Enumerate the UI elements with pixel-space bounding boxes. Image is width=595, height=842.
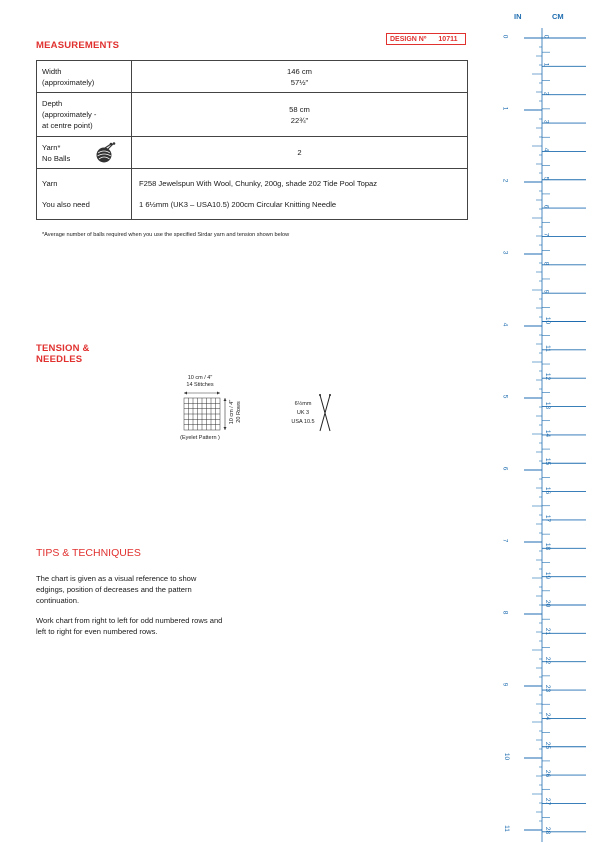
also-need-value: 1 6½mm (UK3 – USA10.5) 200cm Circular Knitting Needle (139, 200, 337, 209)
design-number-box (386, 33, 466, 45)
ruler-cm-number: 27 (544, 798, 552, 806)
ruler-inch-label: IN (514, 12, 522, 21)
tips-paragraph: Work chart from right to left for odd numbered rows and left to right for even numbered rows. (36, 616, 223, 636)
yarn-info-labels (37, 169, 132, 220)
design-label: DESIGN Nº (390, 36, 427, 43)
design-number: 10711 (438, 36, 458, 43)
ruler-cm-number: 12 (544, 373, 552, 381)
gauge-top-line: 14 Stitches (186, 382, 214, 388)
ruler-inch-number: 7 (501, 538, 509, 543)
needle-size-line: USA 10.5 (291, 419, 315, 425)
ruler-cm-number: 19 (544, 571, 552, 579)
ruler-cm-number: 8 (542, 261, 550, 266)
yarn-balls-label (37, 137, 132, 169)
ruler-inch-number: 3 (501, 250, 509, 255)
measurements-table (36, 60, 468, 220)
table-row (37, 137, 468, 169)
also-need-label: You also need (42, 200, 90, 209)
tension-title-line: NEEDLES (36, 354, 83, 365)
ruler-inch-number: 1 (501, 106, 509, 111)
ruler-inch-number: 2 (501, 178, 509, 183)
tension-title-line: TENSION & (36, 343, 90, 354)
ruler-cm-label: CM (552, 12, 564, 21)
table-row (37, 61, 468, 93)
tension-title (36, 343, 90, 365)
width-value-line: 146 cm (287, 66, 312, 76)
ruler-cm-number: 20 (544, 599, 552, 608)
depth-label (37, 93, 132, 137)
table-row (37, 93, 468, 137)
ruler-inch-number: 0 (501, 34, 509, 39)
gauge-top-line: 10 cm / 4" (187, 375, 213, 381)
ruler-inch-number: 6 (501, 466, 509, 471)
ruler-cm-number: 6 (542, 204, 550, 209)
needle-size-label (286, 400, 320, 427)
width-label-line: (approximately) (42, 77, 95, 87)
yarn-balls-label-line: Yarn* (42, 142, 61, 152)
gauge-side-line: 10 cm / 4" (229, 399, 235, 425)
ruler-inch-number: 9 (501, 682, 509, 687)
yarn-value: F258 Jewelspun With Wool, Chunky, 200g, shade 202 Tide Pool Topaz (139, 179, 378, 188)
width-value (132, 61, 468, 93)
yarn-balls-value-line: 2 (297, 148, 302, 157)
depth-value (132, 93, 468, 137)
yarn-info-values (132, 169, 468, 220)
width-value-line: 57½" (290, 77, 309, 87)
table-row (37, 169, 468, 220)
depth-value-line: 22¾" (290, 115, 309, 125)
depth-label-line: Depth (42, 99, 63, 108)
depth-label-line: at centre point) (42, 121, 93, 130)
ruler-inch-number: 10 (503, 752, 511, 761)
ruler-inch-number: 8 (501, 610, 509, 615)
ruler-cm-number: 16 (544, 486, 552, 494)
ruler-cm-number: 24 (544, 713, 552, 721)
ruler-cm-number: 22 (544, 656, 552, 664)
ruler-cm-number: 3 (542, 119, 550, 124)
gauge-top-label (176, 375, 224, 389)
tips-paragraph: The chart is given as a visual reference to show edgings, position of decreases and the pattern continuation. (36, 574, 197, 605)
ruler-cm-number: 0 (542, 34, 550, 39)
ruler-cm-number: 11 (543, 344, 551, 352)
ruler-cm-number: 25 (544, 741, 552, 749)
yarn-balls-label-line: No Balls (42, 153, 71, 163)
knitting-needles-icon (317, 393, 333, 433)
ruler-inch-number: 11 (502, 825, 510, 832)
ruler-cm-number: 17 (544, 514, 552, 523)
ruler-cm-number: 1 (542, 63, 550, 67)
ruler-cm-number: 15 (544, 458, 552, 466)
width-label (37, 61, 132, 93)
measuring-ruler (490, 0, 595, 842)
yarn-label: Yarn (42, 179, 58, 188)
tips-title: TIPS & TECHNIQUES (36, 547, 141, 559)
depth-label-line: (approximately - (42, 110, 97, 119)
ruler-cm-number: 28 (544, 826, 552, 834)
gauge-caption: (Eyelet Pattern ) (180, 435, 220, 441)
ruler-cm-number: 2 (542, 91, 550, 95)
measurements-title: MEASUREMENTS (36, 40, 120, 51)
ruler-cm-number: 5 (542, 176, 550, 181)
needle-size-line: 6½mm (294, 401, 312, 407)
ruler-inch-number: 5 (501, 394, 509, 399)
width-label-line: Width (42, 66, 62, 76)
ruler-cm-number: 26 (544, 769, 552, 778)
gauge-side-line: 20 Rows (236, 401, 242, 423)
ruler-cm-number: 7 (542, 233, 550, 237)
yarn-balls-value (132, 137, 468, 169)
ruler-inch-number: 4 (501, 322, 509, 327)
ruler-cm-number: 10 (544, 316, 552, 324)
ruler-cm-number: 14 (544, 429, 552, 438)
needle-size-line: UK 3 (296, 410, 310, 416)
ruler-cm-number: 21 (544, 628, 552, 636)
depth-value-line: 58 cm (289, 104, 310, 114)
ruler-cm-number: 9 (542, 289, 550, 294)
ruler-cm-number: 13 (544, 401, 552, 409)
ruler-cm-number: 23 (544, 684, 552, 693)
yarn-footnote: *Average number of balls required when you use the specified Sirdar yarn and tension shown below (42, 232, 290, 238)
ruler-cm-number: 4 (542, 148, 550, 152)
yarn-ball-icon (93, 142, 117, 164)
gauge-side-label (229, 392, 243, 432)
tips-body (36, 573, 226, 646)
ruler-cm-number: 18 (544, 543, 552, 551)
